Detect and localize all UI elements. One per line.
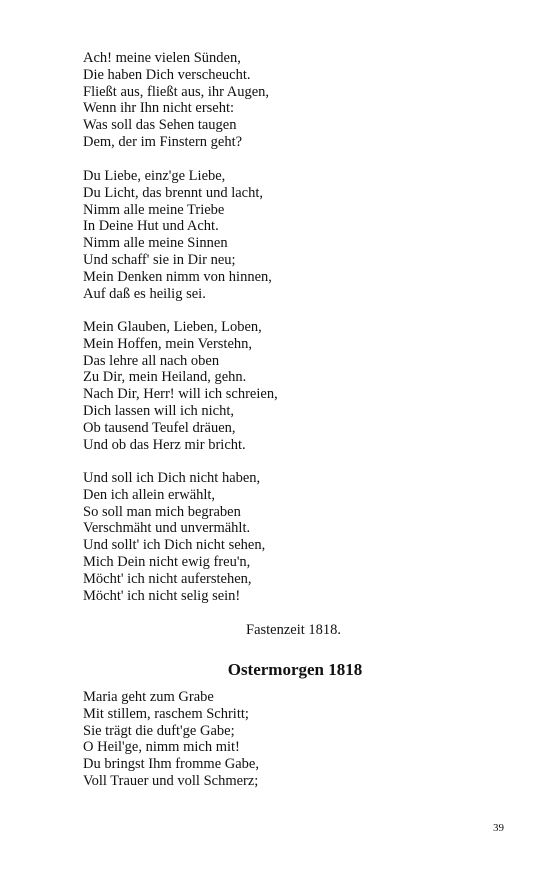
- verse-line: Mit stillem, raschem Schritt;: [83, 705, 249, 722]
- verse-line: Du Licht, das brennt und lacht,: [83, 184, 263, 201]
- verse-line: Und sollt' ich Dich nicht sehen,: [83, 537, 266, 554]
- verse-line: Nimm alle meine Triebe: [83, 201, 225, 218]
- verse-line: Nach Dir, Herr! will ich schreien,: [83, 386, 278, 403]
- verse-line: Die haben Dich verscheucht.: [83, 66, 251, 83]
- verse-line: Du bringst Ihm fromme Gabe,: [83, 756, 259, 773]
- verse-line: Und ob das Herz mir bricht.: [83, 436, 246, 453]
- verse-line: Ob tausend Teufel dräuen,: [83, 419, 236, 436]
- verse-line: Zu Dir, mein Heiland, gehn.: [83, 369, 247, 386]
- verse-line: In Deine Hut und Acht.: [83, 218, 219, 235]
- verse-line: Mich Dein nicht ewig freu'n,: [83, 553, 251, 570]
- verse-line: Mein Hoffen, mein Verstehn,: [83, 335, 253, 352]
- poem-stanza-5: [83, 689, 259, 790]
- verse-line: Fließt aus, fließt aus, ihr Augen,: [83, 83, 270, 100]
- verse-line: Dem, der im Finstern geht?: [83, 133, 243, 150]
- verse-line: O Heil'ge, nimm mich mit!: [83, 739, 240, 756]
- verse-line: Möcht' ich nicht auferstehen,: [83, 570, 252, 587]
- verse-line: Verschmäht und unvermählt.: [83, 520, 251, 537]
- verse-line: Den ich allein erwählt,: [83, 486, 216, 503]
- verse-line: Ach! meine vielen Sünden,: [83, 50, 241, 66]
- verse-line: Auf daß es heilig sei.: [83, 285, 206, 302]
- verse-line: Das lehre all nach oben: [83, 352, 220, 369]
- verse-line: Mein Glauben, Lieben, Loben,: [83, 319, 262, 335]
- verse-line: Du Liebe, einz'ge Liebe,: [83, 168, 226, 184]
- verse-line: Nimm alle meine Sinnen: [83, 235, 228, 252]
- poem-stanza-2: [83, 168, 272, 302]
- poem-title: Ostermorgen 1818: [227, 660, 363, 679]
- poem-stanza-3: [83, 319, 278, 453]
- verse-line: Maria geht zum Grabe: [83, 689, 214, 705]
- verse-line: Und schaff' sie in Dir neu;: [83, 251, 236, 268]
- verse-line: Möcht' ich nicht selig sein!: [83, 587, 241, 604]
- verse-line: Sie trägt die duft'ge Gabe;: [83, 722, 235, 739]
- poem-stanza-1: [83, 50, 269, 151]
- poem-dateline: Fastenzeit 1818.: [246, 622, 342, 638]
- poem-stanza-4: [83, 470, 265, 604]
- verse-line: Wenn ihr Ihn nicht erseht:: [83, 100, 235, 117]
- verse-line: Was soll das Sehen taugen: [83, 117, 237, 134]
- verse-line: Voll Trauer und voll Schmerz;: [83, 772, 259, 789]
- verse-line: So soll man mich begraben: [83, 503, 241, 520]
- page-number: 39: [493, 822, 504, 834]
- verse-line: Mein Denken nimm von hinnen,: [83, 268, 272, 285]
- verse-line: Dich lassen will ich nicht,: [83, 402, 235, 419]
- verse-line: Und soll ich Dich nicht haben,: [83, 470, 261, 486]
